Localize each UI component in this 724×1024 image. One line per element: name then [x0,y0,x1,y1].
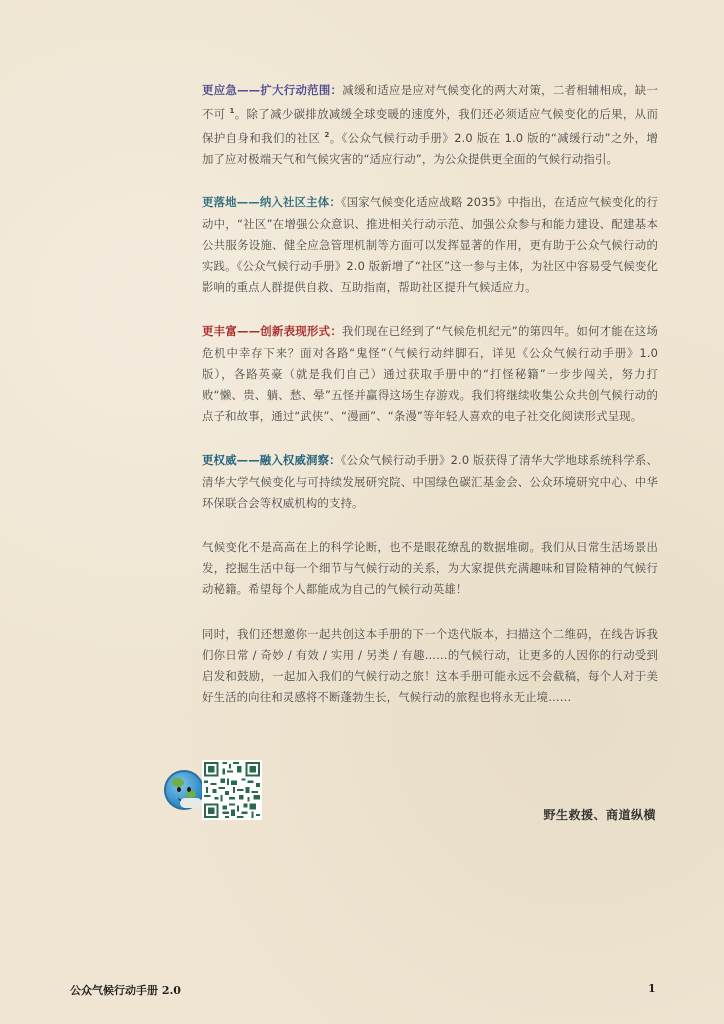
section-body-part1: 减缓和适应是应对气候变化的两大对策，二者相辅相成，缺一不可 [202,83,658,121]
qr-code[interactable] [202,760,262,820]
section-heading-rich: 更丰富——创新表现形式 [202,324,331,339]
qr-signature-area [160,760,660,830]
signature: 野生救援、商道纵横 [543,808,656,822]
section-body-community: 《国家气候变化适应战略 2035》中指出，在适应气候变化的行动中，“社区”在增强公众意识、推进相关行动示范、加强公众参与和能力建设、配建基本公共服务设施、健全应急管理机制等方面可以发挥显著的作用，更有助于公众气候行动的实践。《公众气候行动手册》2.0 版新增了“社区”这一参与主体，为社区中容易受气候变化影响的重点人群提供自救、互助指南，帮助社区提升气候适应力。 [202,195,658,295]
footnote-ref-2: 2 [324,131,330,140]
section-body-part3: 。《公众气候行动手册》2.0 版在 1.0 版的“减缓行动”之外，增加了应对极端天气和气候灾害的“适应行动”，为公众提供更全面的气候行动指引。 [202,131,658,167]
section-heading-emergency: 更应急——扩大行动范围 [202,83,331,97]
footnote-ref-1: 1 [229,107,235,116]
section-heading-community: 更落地——纳入社区主体 [202,195,330,210]
section-community: 更落地——纳入社区主体：《国家气候变化适应战略 2035》中指出，在适应气候变化的行动中，“社区”在增强公众意识、推进相关行动示范、加强公众参与和能力建设、配建基本公共服务设施、健全应急管理机制等方面可以发挥显著的作用，更有助于公众气候行动的实践。《公众气候行动手册》2.0 版新增了“社区”这一参与主体，为社区中容易受气候变化影响的重点人群提供自救、互助指南，帮助社区提升气候适应力。 [202,195,658,295]
page-number: 1 [648,982,656,995]
paragraph-daily-life: 气候变化不是高高在上的科学论断，也不是眼花缭乱的数据堆砌。我们从日常生活场景出发，挖掘生活中每一个细节与气候行动的关系，为大家提供充满趣味和冒险精神的气候行动秘籍。希望每个人都能成为自己的气候行动英雄！ [202,540,658,597]
main-content [202,80,658,731]
footer-title: 公众气候行动手册 2.0 [70,984,181,997]
section-body-part2: 。除了减少碳排放减缓全球变暖的速度外，我们还必须适应气候变化的后果，从而保护自身和我们的社区 [202,107,658,145]
section-body-authority: 《公众气候行动手册》2.0 版获得了清华大学地球系统科学系、清华大学气候变化与可持续发展研究院、中国绿色碳汇基金会、公众环境研究中心、中华环保联合会等权威机构的支持。 [202,453,658,510]
section-body-rich: 我们现在已经到了“气候危机纪元”的第四年。如何才能在这场危机中幸存下来？面对各路“鬼怪”（气候行动绊脚石，详见《公众气候行动手册》1.0 版），各路英豪（就是我们自己）通过获取手册中的“打怪秘籍”一步步闯关，努力打败“懒、贵、躺、愁、晕”五怪并赢得这场生存游戏。我们将继续收集公众共创气候行动的点子和故事，通过“武侠”、“漫画”、“条漫”等年轻人喜欢的电子社交化阅读形式呈现。 [202,324,658,424]
cloud-icon [180,798,202,808]
paragraph-invitation: 同时，我们还想邀你一起共创这本手册的下一个迭代版本，扫描这个二维码，在线告诉我们你日常 / 奇妙 / 有效 / 实用 / 另类 / 有趣……的气候行动，让更多的人因你的行动受到启发和鼓励，一起加入我们的气候行动之旅！这本手册可能永远不会截稿，每个人对于美好生活的向往和灵感将不断蓬勃生长，气候行动的旅程也将永无止境…… [202,626,658,705]
section-emergency: 更应急——扩大行动范围：减缓和适应是应对气候变化的两大对策，二者相辅相成，缺一不可 $^1$。除了减少碳排放减缓全球变暖的速度外，我们还必须适应气候变化的后果，从而保护自身和我们的社区 $^2$。《公众气候行动手册》2.0 版在 1.0 版的“减缓行动”之外，增加了应对极端天气和气候灾害的“适应行动”，为公众提供更全面的气候行动指引。 [202,83,658,167]
section-rich: 更丰富——创新表现形式：我们现在已经到了“气候危机纪元”的第四年。如何才能在这场危机中幸存下来？面对各路“鬼怪”（气候行动绊脚石，详见《公众气候行动手册》1.0 版），各路英豪（就是我们自己）通过获取手册中的“打怪秘籍”一步步闯关，努力打败“懒、贵、躺、愁、晕”五怪并赢得这场生存游戏。我们将继续收集公众共创气候行动的点子和故事，通过“武侠”、“漫画”、“条漫”等年轻人喜欢的电子社交化阅读形式呈现。 [202,324,658,424]
section-authority: 更权威——融入权威洞察：《公众气候行动手册》2.0 版获得了清华大学地球系统科学系、清华大学气候变化与可持续发展研究院、中国绿色碳汇基金会、公众环境研究中心、中华环保联合会等权威机构的支持。 [202,453,658,510]
section-heading-authority: 更权威——融入权威洞察 [202,453,330,468]
